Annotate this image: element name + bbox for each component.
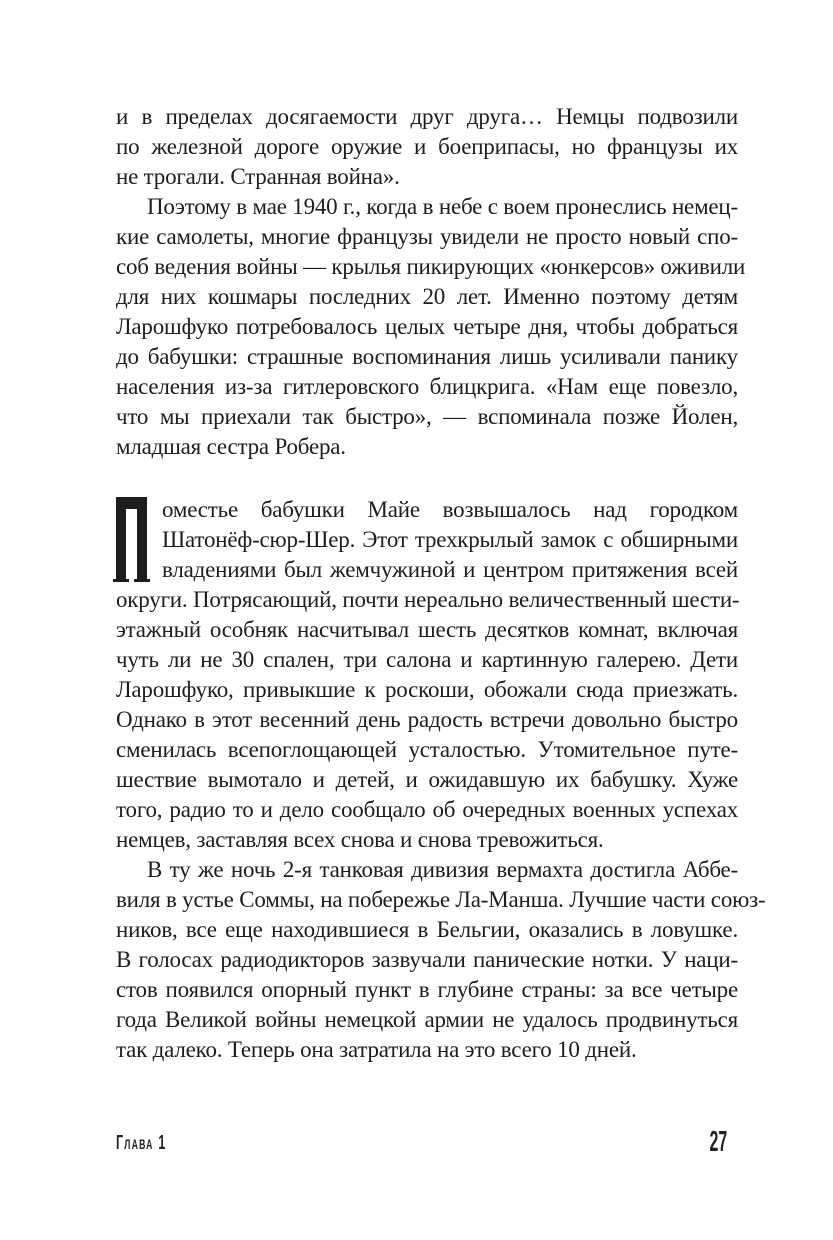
body-text [116,102,766,1065]
text-line: немцев, заставляя всех снова и снова тревожиться. [116,827,604,852]
text-line: так далеко. Теперь она затратила на это всего 10 дней. [116,1037,637,1062]
text-line: Однако в этот весенний день радость встречи довольно быстро [116,707,738,732]
text-line: кие самолеты, многие французы увидели не просто новый спо- [116,224,738,249]
text-line: владениями был жемчужиной и центром притяжения всей [162,557,738,582]
text-line: младшая сестра Робера. [116,434,346,459]
paragraph-estate [116,495,738,855]
text-line: виля в устье Соммы, на побережье Ла-Манша. Лучшие части союз- [116,887,766,912]
paragraph-wehrmacht [116,855,766,1065]
paragraph-may-1940 [116,192,746,462]
text-line: не трогали. Странная война». [116,164,400,189]
text-line: этажный особняк насчитывал шесть десятков комнат, включая [116,617,738,642]
text-line: Ларошфуко, привыкшие к роскоши, обожали сюда приезжать. [116,677,738,702]
text-line: В голосах радиодикторов зазвучали панические нотки. У наци- [116,947,738,972]
text-line: стов появился опорный пункт в глубине страны: за все четыре [116,977,738,1002]
text-line: оместье бабушки Майе возвышалось над городком [162,497,738,522]
text-line: для них кошмары последних 20 лет. Именно поэтому детям [116,284,738,309]
section-gap [116,462,738,495]
text-line: Шатонёф-сюр-Шер. Этот трехкрылый замок с обширными [162,527,738,552]
text-line: чуть ли не 30 спален, три салона и картинную галерею. Дети [116,647,738,672]
paragraph-continuation [116,102,738,192]
text-line: населения из-за гитлеровского блицкрига. «Нам еще повезло, [116,374,738,399]
text-line: шествие вымотало и детей, и ожидавшую их бабушку. Хуже [116,767,738,792]
drop-cap-serif-right [134,579,150,582]
text-line: Ларошфуко потребовалось целых четыре дня, чтобы добраться [116,314,738,339]
drop-cap [116,497,147,581]
text-line: Поэтому в мае 1940 г., когда в небе с воем пронеслись немец- [147,194,738,219]
page-footer [116,1126,727,1158]
text-line: того, радио то и дело сообщало об очередных военных успехах [116,797,738,822]
page-number: 27 [709,1126,727,1158]
text-line: округи. Потрясающий, почти нереально величественный шести- [116,587,740,612]
text-line: соб ведения войны — крылья пикирующих «юнкерсов» оживили [116,254,746,279]
running-chapter-label: Глава 1 [116,1132,167,1154]
text-line: В ту же ночь 2-я танковая дивизия вермахта достигла Аббе- [147,857,738,882]
text-line: что мы приехали так быстро», — вспоминала позже Йолен, [116,404,738,429]
text-line: сменилась всепоглощающей усталостью. Утомительное путе- [116,737,738,762]
drop-cap-serif-left [113,579,129,582]
text-line: по железной дороге оружие и боеприпасы, но французы их [116,134,738,159]
text-line: до бабушки: страшные воспоминания лишь усиливали панику [116,344,738,369]
text-line: ников, все еще находившиеся в Бельгии, оказались в ловушке. [116,917,738,942]
text-line: и в пределах досягаемости друг друга… Немцы подвозили [116,104,738,129]
text-line: года Великой войны немецкой армии не удалось продвинуться [116,1007,738,1032]
